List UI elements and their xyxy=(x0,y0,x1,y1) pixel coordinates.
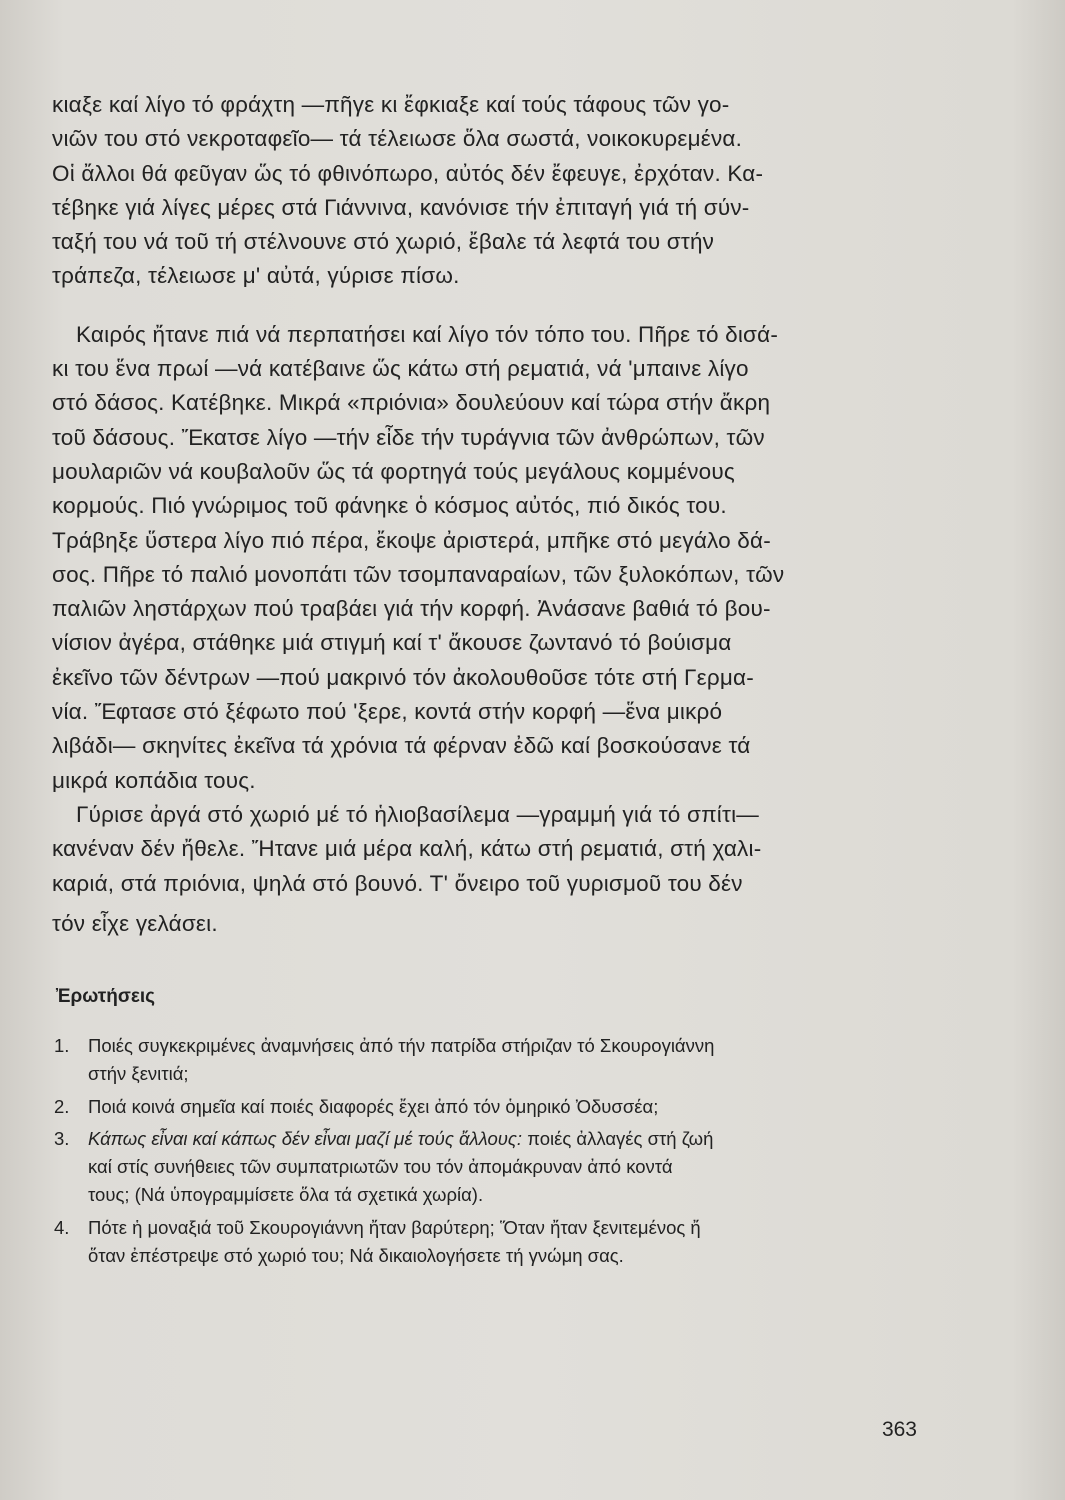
text-line: Καιρός ἤτανε πιά νά περπατήσει καί λίγο τόν τόπο του. Πῆρε τό δισά- xyxy=(76,321,779,347)
text-line: κανέναν δέν ἤθελε. Ἤτανε μιά μέρα καλή, κάτω στή ρεματιά, στή χαλι- xyxy=(52,836,762,862)
question-line: Πότε ἡ μοναξιά τοῦ Σκουρογιάννη ἤταν βαρύτερη; Ὅταν ἤταν ξενιτεμένος ἤ xyxy=(88,1216,701,1238)
question-italic-phrase: Κάπως εἶναι καί κάπως δέν εἶναι μαζί μέ τούς ἄλλους: xyxy=(88,1127,523,1149)
body-text xyxy=(52,88,916,941)
text-line: καριά, στά πριόνια, ψηλά στό βουνό. Τ' ὄνειρο τοῦ γυρισμοῦ του δέν xyxy=(52,870,743,896)
text-line: νιῶν του στό νεκροταφεῖο— τά τέλειωσε ὅλα σωστά, νοικοκυρεμένα. xyxy=(52,126,743,152)
question-item xyxy=(54,1032,916,1089)
question-line: στήν ξενιτιά; xyxy=(88,1063,189,1085)
question-number: 3. xyxy=(54,1127,70,1149)
question-line: καί στίς συνήθειες τῶν συμπατριωτῶν του τόν ἀπομάκρυναν ἀπό κοντά xyxy=(88,1156,673,1178)
text-line: κιαξε καί λίγο τό φράχτη —πῆγε κι ἔφκιαξε καί τούς τάφους τῶν γο- xyxy=(52,92,730,117)
text-line: ταξή του νά τοῦ τή στέλνουνε στό χωριό, ἔβαλε τά λεφτά του στήν xyxy=(52,229,715,255)
text-line: τοῦ δάσους. Ἔκατσε λίγο —τήν εἶδε τήν τυράγνια τῶν ἀνθρώπων, τῶν xyxy=(52,424,765,450)
text-line: λιβάδι— σκηνίτες ἐκεῖνα τά χρόνια τά φέρναν ἐδῶ καί βοσκούσανε τά xyxy=(52,733,751,759)
text-line: νία. Ἔφτασε στό ξέφωτο πού 'ξερε, κοντά στήν κορφή —ἕνα μικρό xyxy=(52,699,723,725)
question-item xyxy=(54,1214,916,1271)
text-line: μουλαριῶν νά κουβαλοῦν ὥς τά φορτηγά τούς μεγάλους κομμένους xyxy=(52,458,735,484)
text-line: παλιῶν ληστάρχων πού τραβάει γιά τήν κορφή. Ἀνάσανε βαθιά τό βου- xyxy=(52,596,771,622)
questions-list xyxy=(54,1032,916,1274)
text-line: στό δάσος. Κατέβηκε. Μικρά «πριόνια» δουλεύουν καί τώρα στήν ἄκρη xyxy=(52,390,771,416)
question-item xyxy=(54,1125,916,1210)
question-line-rest: ποιές ἀλλαγές στή ζωή xyxy=(522,1127,714,1149)
text-line: σος. Πῆρε τό παλιό μονοπάτι τῶν τσομπαναραίων, τῶν ξυλοκόπων, τῶν xyxy=(52,561,785,587)
text-line: Οἱ ἄλλοι θά φεῦγαν ὥς τό φθινόπωρο, αὐτός δέν ἔφευγε, ἐρχόταν. Κα- xyxy=(52,160,764,186)
text-line: Τράβηξε ὕστερα λίγο πιό πέρα, ἔκοψε ἀριστερά, μπῆκε στό μεγάλο δά- xyxy=(52,527,771,553)
text-line: κι του ἕνα πρωί —νά κατέβαινε ὥς κάτω στή ρεματιά, νά 'μπαινε λίγο xyxy=(52,356,749,382)
text-line: ἐκεῖνο τῶν δέντρων —πού μακρινό τόν ἀκολουθοῦσε τότε στή Γερμα- xyxy=(52,664,754,690)
questions-heading: Ἐρωτήσεις xyxy=(56,986,156,1007)
text-line: τόν εἶχε γελάσει. xyxy=(52,910,218,936)
question-number: 4. xyxy=(54,1216,70,1238)
text-line: νίσιον ἀγέρα, στάθηκε μιά στιγμή καί τ' ἄκουσε ζωντανό τό βούισμα xyxy=(52,630,732,656)
question-line: τους; (Νά ὑπογραμμίσετε ὅλα τά σχετικά χωρία). xyxy=(88,1184,484,1206)
page-number: 363 xyxy=(881,1418,917,1441)
text-line: Γύρισε ἀργά στό χωριό μέ τό ἡλιοβασίλεμα —γραμμή γιά τό σπίτι— xyxy=(76,801,759,827)
text-line: τράπεζα, τέλειωσε μ' αὐτά, γύρισε πίσω. xyxy=(52,263,460,289)
text-line: κορμούς. Πιό γνώριμος τοῦ φάνηκε ὁ κόσμος αὐτός, πιό δικός του. xyxy=(52,493,727,519)
text-line: μικρά κοπάδια τους. xyxy=(52,767,256,793)
question-number: 2. xyxy=(54,1095,70,1117)
text-line: τέβηκε γιά λίγες μέρες στά Γιάννινα, κανόνισε τήν ἐπιταγή γιά τή σύν- xyxy=(52,194,750,220)
question-line: ὅταν ἐπέστρεψε στό χωριό του; Νά δικαιολογήσετε τή γνώμη σας. xyxy=(88,1245,624,1267)
question-item xyxy=(54,1093,916,1121)
question-number: 1. xyxy=(54,1035,70,1056)
question-line xyxy=(88,1125,916,1153)
question-line: Ποιά κοινά σημεῖα καί ποιές διαφορές ἔχει ἀπό τόν ὁμηρικό Ὀδυσσέα; xyxy=(88,1095,659,1117)
question-line: Ποιές συγκεκριμένες ἀναμνήσεις ἀπό τήν πατρίδα στήριζαν τό Σκουρογιάννη xyxy=(88,1035,715,1056)
